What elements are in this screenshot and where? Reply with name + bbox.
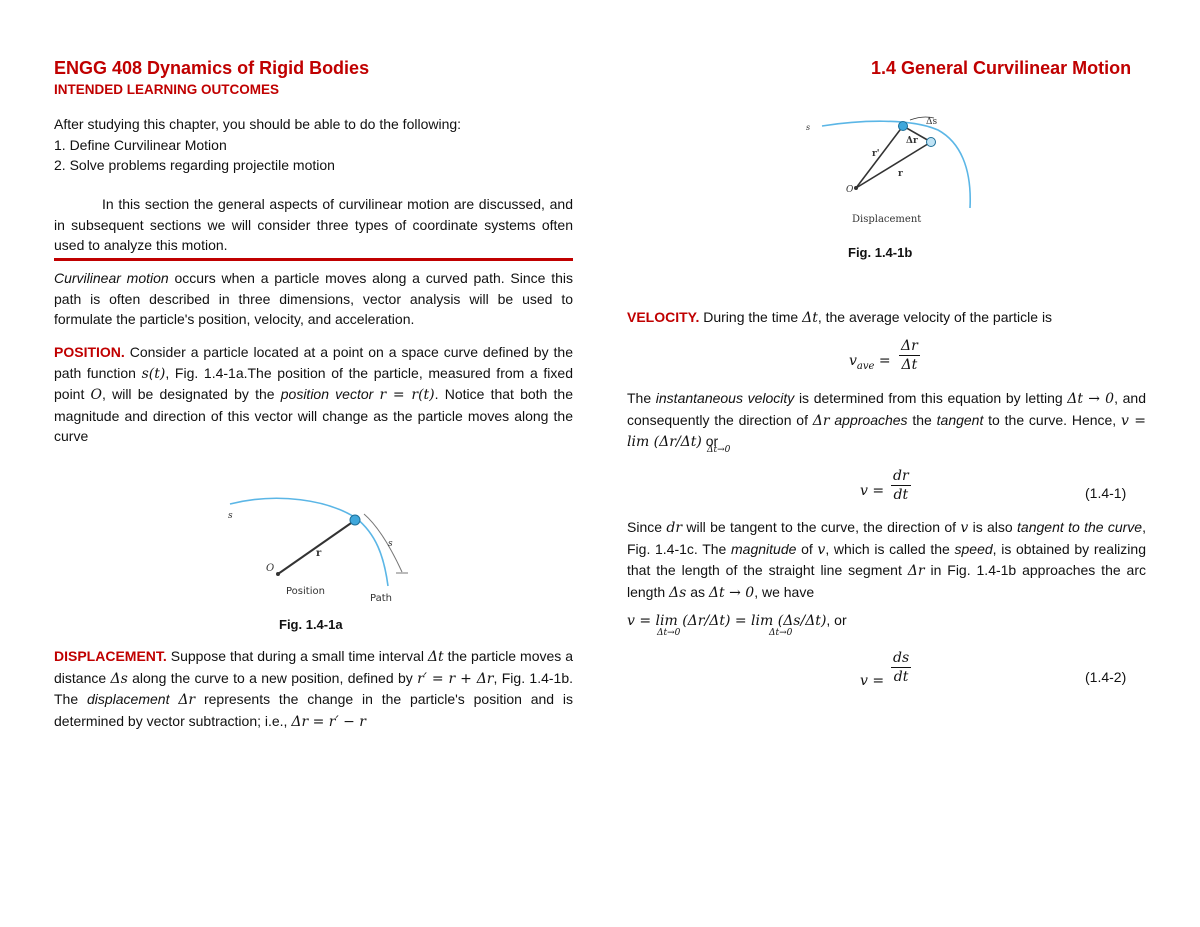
particle-icon	[899, 122, 908, 131]
particle-icon	[350, 515, 360, 525]
fig-b-caption: Fig. 1.4-1b	[848, 245, 913, 260]
math-limit: v = lim (Δr/Δt)	[627, 412, 1147, 450]
label-r-prime: r'	[872, 149, 880, 159]
displacement-figure	[800, 108, 980, 236]
outcomes-list	[54, 114, 574, 176]
displacement-term: displacement	[86, 691, 170, 707]
displacement-text-d: , Fig. 1.4-1b. The	[54, 669, 573, 707]
origin-point	[276, 572, 280, 576]
fig-a-caption: Fig. 1.4-1a	[279, 617, 343, 632]
displacement-text-b: the particle moves a distance	[54, 648, 573, 686]
displacement-paragraph	[54, 646, 573, 732]
instantaneous-term: instantaneous velocity	[655, 390, 795, 406]
intro-paragraph: In this section the general aspects of curvilinear motion are discussed, and in subsequent sections we will consider three types of coordinate systems often used to analyze this motion.	[54, 196, 573, 253]
velocity-label: VELOCITY.	[627, 309, 700, 325]
velocity-text-b: , the average velocity of the particle is	[817, 309, 1053, 325]
r-prime-vector	[856, 126, 903, 188]
instantaneous-paragraph: The instantaneous velocity is determined from this equation by letting Δt → 0, and consequently the direction of Δr approaches the tangent to the curve. Hence, v = lim (Δr/Δt) or	[627, 390, 1147, 450]
section-title: 1.4 General Curvilinear Motion	[871, 58, 1132, 78]
math-new-position: r′ = r + Δr	[417, 670, 494, 687]
math-position-vector: r = r(t)	[379, 387, 435, 403]
curvilinear-term: Curvilinear motion	[54, 270, 169, 286]
label-delta-s: Δs	[926, 117, 938, 127]
eq1-fraction: $\frac{dr}{dt}$	[893, 468, 909, 503]
eq2-fraction: $\frac{ds}{dt}$	[893, 650, 910, 685]
math-displacement-eq: Δr = r′ − r	[291, 713, 366, 730]
section-divider	[54, 258, 573, 261]
path-curve	[230, 498, 388, 586]
position-text-c: , will be designated by the	[102, 386, 281, 402]
eq2-number: (1.4-2)	[1085, 669, 1127, 685]
math-origin: O	[90, 387, 103, 403]
position-text-b: , Fig. 1.4-1a.The position of the particle, measured from a fixed point	[54, 364, 573, 402]
limit-subscript-1: Δt→0	[707, 445, 731, 455]
outcome-item-1: 1. Define Curvilinear Motion	[54, 136, 227, 153]
eq1-lhs: v =	[860, 483, 885, 499]
math-delta-s: Δs	[110, 670, 128, 687]
particle-new-icon	[927, 138, 936, 147]
label-path: Path	[370, 593, 392, 604]
limit-subscript-3: Δt→0	[769, 628, 793, 638]
position-text-a: Consider a particle located at a point on a space curve defined by the path function	[54, 344, 573, 381]
label-o: O	[266, 563, 275, 574]
label-s: s	[228, 511, 233, 521]
math-delta-t-v: Δt	[802, 310, 818, 326]
position-paragraph	[54, 342, 573, 447]
label-s-arc: s	[388, 539, 393, 549]
label-r: r	[316, 548, 322, 559]
r-vector	[856, 142, 931, 188]
math-delta-t: Δt	[427, 649, 444, 665]
velocity-text-a: During the time	[699, 309, 803, 325]
limit-equation: v = lim (Δr/Δt) = lim (Δs/Δt), or	[627, 612, 847, 629]
origin-point-b	[854, 186, 858, 190]
limit-subscript-2: Δt→0	[657, 628, 681, 638]
displacement-text-a: Suppose that during a small time interval	[166, 648, 428, 664]
label-position: Position	[286, 586, 325, 597]
label-delta-r: Δr	[906, 136, 918, 146]
eq2-lhs: v =	[860, 673, 885, 689]
curvilinear-paragraph	[54, 268, 573, 330]
velocity-paragraph	[627, 307, 1146, 329]
eq1-number: (1.4-1)	[1085, 485, 1127, 501]
displacement-text-e: represents the change in the particle's position and is determined by vector subtraction; i.e.,	[54, 691, 574, 729]
label-displacement: Displacement	[852, 214, 922, 225]
position-text-d: . Notice that both the magnitude and direction of this vector will change as the particle moves along the curve	[54, 386, 573, 444]
math-path-function: s(t)	[141, 365, 166, 382]
label-r-b: r	[898, 169, 903, 179]
vave-fraction: $\frac{\Delta r}{\Delta t}$	[901, 338, 918, 373]
label-o-b: O	[846, 185, 854, 195]
outcome-item-2: 2. Solve problems regarding projectile motion	[54, 157, 335, 173]
outcomes-intro: After studying this chapter, you should be able to do the following:	[54, 116, 462, 132]
displacement-text-c: along the curve to a new position, defined by	[127, 669, 418, 686]
position-label: POSITION.	[54, 344, 125, 360]
vave-lhs: $v_{ave}$ =	[849, 353, 891, 372]
label-s-b: s	[806, 123, 811, 132]
position-figure	[208, 456, 422, 614]
displacement-label: DISPLACEMENT.	[54, 648, 167, 664]
tangent-paragraph: Since dr will be tangent to the curve, the direction of v is also tangent to the curve, Fig. 1.4-1c. The magnitude of v, which is called the speed, is obtained by realizing that the length of the straight line segment Δr in Fig. 1.4-1b approaches the arc length Δs as Δt → 0, we have	[627, 519, 1146, 601]
curvilinear-text: occurs when a particle moves along a curved path. Since this path is often described in three dimensions, vector analysis will be used to formulate the particle's position, velocity, and acceleration.	[54, 270, 573, 327]
math-delta-r: Δr	[178, 692, 196, 708]
position-vector-term: position vector	[280, 386, 374, 402]
ilo-heading: INTENDED LEARNING OUTCOMES	[54, 82, 280, 97]
course-title: ENGG 408 Dynamics of Rigid Bodies	[54, 58, 370, 78]
